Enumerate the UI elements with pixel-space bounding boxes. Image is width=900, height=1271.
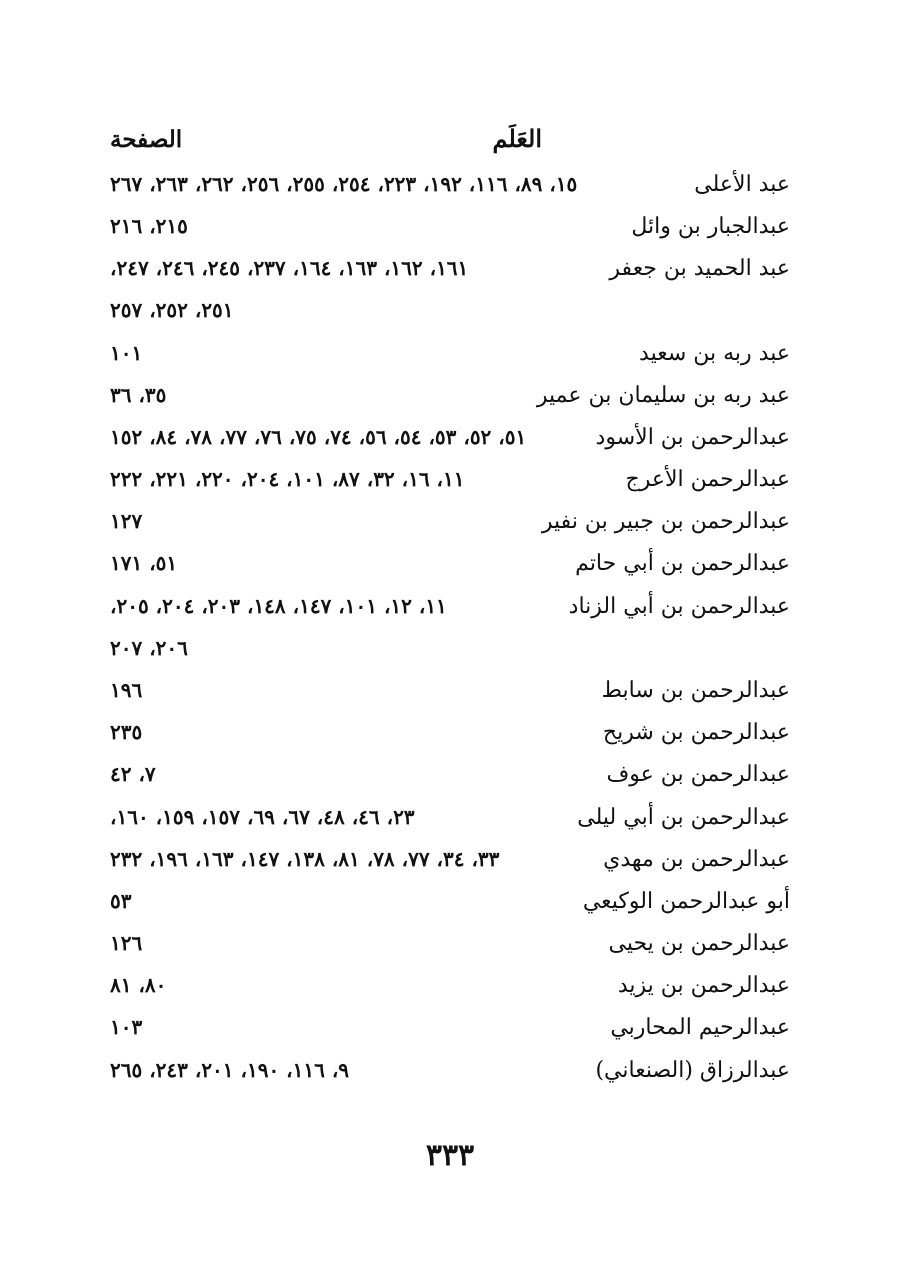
entry-pages: ١٥، ٨٩، ١١٦، ١٩٢، ٢٢٣، ٢٥٤، ٢٥٥، ٢٥٦، ٢٦٢، ٢٦٣، ٢٦٧	[110, 172, 578, 196]
index-entry	[0, 383, 900, 423]
index-entry	[0, 594, 900, 634]
entry-pages: ٩، ١١٦، ١٩٠، ٢٠١، ٢٤٣، ٢٦٥	[110, 1058, 350, 1082]
entry-name: عبد الأعلى	[694, 172, 790, 197]
entry-name: عبدالجبار بن وائل	[631, 214, 790, 239]
index-entry	[0, 214, 900, 254]
entry-name: عبد الحميد بن جعفر	[609, 256, 790, 281]
entry-pages: ٢٣، ٤٦، ٤٨، ٦٧، ٦٩، ١٥٧، ١٥٩، ١٦٠،	[110, 805, 415, 829]
entry-name: عبدالرحمن بن أبي حاتم	[575, 551, 790, 576]
entry-name: عبدالرحمن بن عوف	[606, 762, 790, 787]
index-entry	[0, 467, 900, 507]
entry-pages: ١٩٦	[110, 678, 143, 702]
entry-name: عبدالرحمن بن شريح	[602, 720, 790, 745]
index-entry	[0, 341, 900, 381]
entry-name: عبد ربه بن سليمان بن عمير	[536, 383, 790, 408]
index-entry	[0, 720, 900, 760]
entry-name: عبدالرحمن بن يحيى	[608, 931, 790, 956]
entry-name: عبدالرحمن بن أبي الزناد	[568, 594, 790, 619]
index-entry	[0, 762, 900, 802]
entry-name: عبدالرحمن بن سابط	[601, 678, 790, 703]
index-entry	[0, 425, 900, 465]
index-entry	[0, 973, 900, 1013]
index-entry	[0, 1015, 900, 1055]
entry-pages: ٣٥، ٣٦	[110, 383, 167, 407]
entry-pages: ٨٠، ٨١	[110, 973, 167, 997]
page-number: ٣٣٣	[425, 1138, 475, 1173]
entry-pages: ١٦١، ١٦٢، ١٦٣، ١٦٤، ٢٣٧، ٢٤٥، ٢٤٦، ٢٤٧،	[110, 256, 469, 280]
entry-pages: ٢٣٥	[110, 720, 143, 744]
entry-pages: ٥١، ٥٢، ٥٣، ٥٤، ٥٦، ٧٤، ٧٥، ٧٦، ٧٧، ٧٨، ٨٤، ١٥٢	[110, 425, 527, 449]
entry-pages: ١٢٧	[110, 509, 143, 533]
entry-name: عبدالرحمن الأعرج	[625, 467, 790, 492]
entry-name: عبدالرحمن بن الأسود	[595, 425, 790, 450]
entry-pages: ٥١، ١٧١	[110, 551, 178, 575]
entry-pages: ٢١٥، ٢١٦	[110, 214, 188, 238]
index-entry	[0, 1058, 900, 1098]
index-entry	[0, 256, 900, 296]
entry-pages: ١١، ١٦، ٣٢، ٨٧، ١٠١، ٢٠٤، ٢٢٠، ٢٢١، ٢٢٢	[110, 467, 465, 491]
entry-pages: ٢٥١، ٢٥٢، ٢٥٧	[110, 298, 234, 322]
entry-pages: ١٠١	[110, 341, 143, 365]
entry-pages: ١١، ١٢، ١٠١، ١٤٧، ١٤٨، ٢٠٣، ٢٠٤، ٢٠٥،	[110, 594, 447, 618]
index-entry	[0, 551, 900, 591]
index-entry	[0, 678, 900, 718]
entry-pages: ٥٣	[110, 889, 132, 913]
entry-pages: ١٠٣	[110, 1015, 143, 1039]
entry-name: عبدالرحيم المحاربي	[610, 1015, 790, 1040]
entry-name: عبدالرحمن بن جبير بن نفير	[541, 509, 790, 534]
page-column-header: الصفحة	[110, 126, 183, 153]
entry-pages: ٢٠٦، ٢٠٧	[110, 636, 188, 660]
entry-name: عبد ربه بن سعيد	[639, 341, 790, 366]
index-entry-continuation	[0, 636, 900, 676]
index-entry	[0, 509, 900, 549]
index-entry	[0, 172, 900, 212]
entry-name: عبدالرحمن بن مهدي	[603, 847, 790, 872]
entry-name: عبدالرحمن بن يزيد	[617, 973, 790, 998]
entry-name: أبو عبدالرحمن الوكيعي	[582, 889, 790, 914]
index-entry-continuation	[0, 298, 900, 338]
index-entry	[0, 805, 900, 845]
entry-pages: ٣٣، ٣٤، ٧٧، ٧٨، ٨١، ١٣٨، ١٤٧، ١٦٣، ١٩٦، ٢٣٢	[110, 847, 500, 871]
entry-pages: ١٢٦	[110, 931, 143, 955]
entry-name: عبدالرزاق (الصنعاني)	[595, 1058, 790, 1083]
index-entry	[0, 931, 900, 971]
entry-name: عبدالرحمن بن أبي ليلى	[577, 805, 790, 830]
index-entry	[0, 889, 900, 929]
index-entry	[0, 847, 900, 887]
name-column-header: العَلَم	[492, 124, 542, 153]
entry-pages: ٧، ٤٢	[110, 762, 156, 786]
